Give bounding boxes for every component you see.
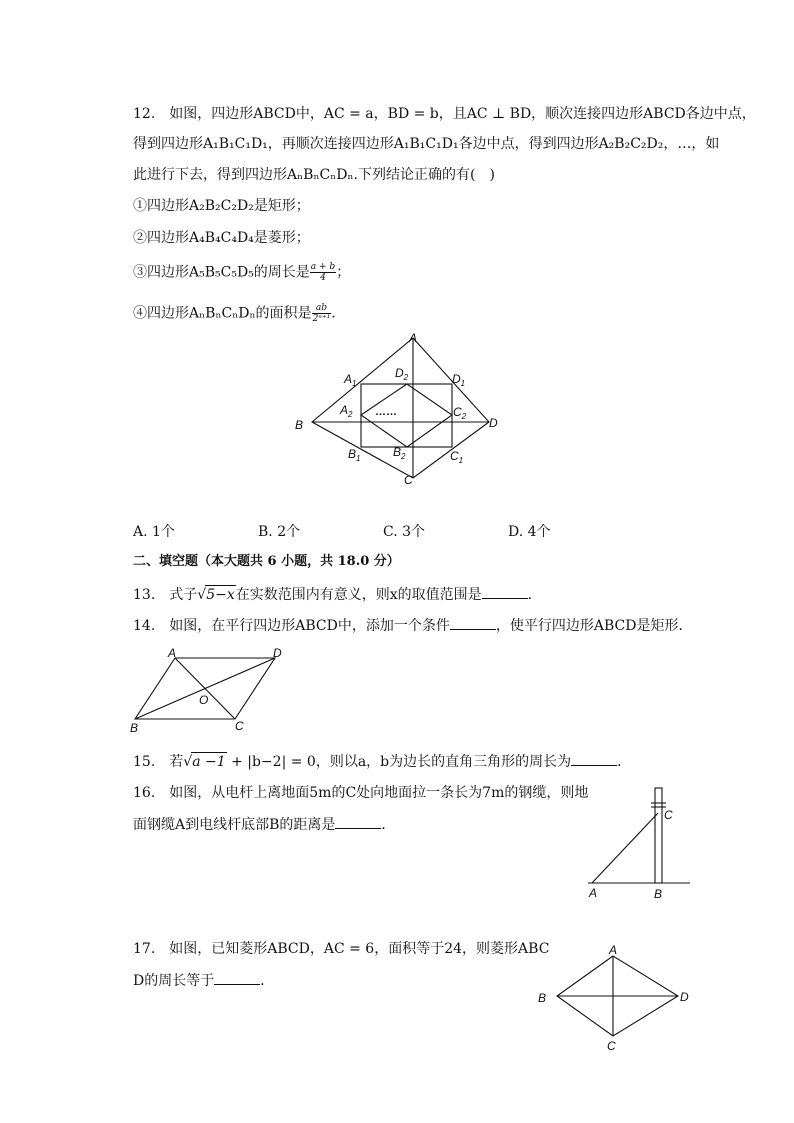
q12-statement-4: ④四边形AₙBₙCₙDₙ的面积是 $\frac{ab}{\text{2ⁿ⁺¹}}$ . bbox=[133, 303, 336, 324]
answer-blank[interactable] bbox=[214, 972, 260, 985]
label-b: B bbox=[130, 721, 139, 735]
fraction: $\frac{a + b}{4}$ bbox=[310, 262, 336, 283]
label-b1: $B_1$ bbox=[348, 447, 361, 463]
sqrt-icon: √ bbox=[197, 587, 207, 603]
option-d: D. 4个 bbox=[508, 524, 551, 540]
q12-line2: 得到四边形A₁B₁C₁D₁，再顺次连接四边形A₁B₁C₁D₁各边中点，得到四边形A₂B₂C₂D₂，…，如 bbox=[133, 136, 720, 152]
option-c: C. 3个 bbox=[383, 524, 426, 540]
q12-figure bbox=[290, 328, 510, 490]
q12-statement-3: ③四边形A₅B₅C₅D₅的周长是 $\frac{a + b}{4}$ ； bbox=[133, 262, 351, 283]
q13: 13. 式子√5−x在实数范围内有意义，则x的取值范围是 ． bbox=[133, 587, 542, 603]
label-a: A bbox=[589, 886, 598, 900]
label-c: C bbox=[235, 719, 244, 733]
label-a2: $A_2$ bbox=[340, 403, 353, 419]
label-b2: $B_2$ bbox=[393, 445, 406, 461]
label-a: A bbox=[609, 943, 618, 957]
q16-figure bbox=[580, 785, 695, 905]
label-a: A bbox=[409, 331, 418, 345]
q17-line2: D的周长等于 ． bbox=[133, 973, 275, 989]
q16-line2: 面钢缆A到电线杆底部B的距离是 ． bbox=[133, 817, 396, 833]
sqrt-icon: √ bbox=[183, 754, 193, 770]
label-c: C bbox=[664, 808, 673, 822]
label-d2: $D_2$ bbox=[395, 366, 409, 382]
label-d: D bbox=[489, 416, 498, 430]
q12-statement-2: ②四边形A₄B₄C₄D₄是菱形； bbox=[133, 230, 310, 246]
fraction: $\frac{ab}{\text{2ⁿ⁺¹}}$ bbox=[312, 303, 331, 324]
answer-blank[interactable] bbox=[335, 816, 381, 829]
label-a: A bbox=[168, 646, 177, 660]
q12-statement-1: ①四边形A₂B₂C₂D₂是矩形； bbox=[133, 198, 310, 214]
option-a: A. 1个 bbox=[133, 524, 175, 540]
q16-line1: 16. 如图，从电杆上离地面5m的C处向地面拉一条长为7m的钢缆，则地 bbox=[133, 785, 589, 801]
label-o: O bbox=[199, 693, 209, 707]
diagonal-bd bbox=[135, 658, 275, 719]
steel-cable bbox=[592, 813, 658, 883]
label-c: C bbox=[404, 473, 413, 487]
label-b: B bbox=[295, 418, 304, 432]
label-d: D bbox=[273, 646, 282, 660]
q14-figure bbox=[125, 645, 290, 735]
answer-blank[interactable] bbox=[450, 617, 496, 630]
q12-line1: 12. 如图，四边形ABCD中，AC = a，BD = b，且AC ⊥ BD，顺次连接四边形ABCD各边中点， bbox=[133, 106, 756, 122]
label-b: B bbox=[654, 887, 663, 901]
q15: 15. 若√a −1 + |b−2| = 0，则以a，b为边长的直角三角形的周长为 ． bbox=[133, 754, 632, 770]
pole bbox=[655, 788, 662, 883]
label-d1: $D_1$ bbox=[452, 372, 466, 388]
q17-line1: 17. 如图，已知菱形ABCD，AC = 6，面积等于24，则菱形ABC bbox=[133, 941, 550, 957]
q12-line3: 此进行下去，得到四边形AₙBₙCₙDₙ.下列结论正确的有( ) bbox=[133, 167, 495, 183]
section-header: 二、填空题（本大题共 6 小题，共 18.0 分） bbox=[133, 554, 400, 569]
label-c1: $C_1$ bbox=[450, 449, 464, 465]
label-d: D bbox=[680, 990, 689, 1004]
option-b: B. 2个 bbox=[258, 524, 301, 540]
answer-blank[interactable] bbox=[571, 753, 617, 766]
label-c: C bbox=[607, 1039, 616, 1053]
label-a1: $A_1$ bbox=[344, 372, 357, 388]
q17-figure bbox=[533, 940, 698, 1055]
ellipsis-dots: …… bbox=[375, 406, 397, 418]
answer-blank[interactable] bbox=[482, 586, 528, 599]
label-b: B bbox=[538, 991, 547, 1005]
label-c2: $C_2$ bbox=[453, 405, 467, 421]
q14: 14. 如图，在平行四边形ABCD中，添加一个条件 ，使平行四边形ABCD是矩形． bbox=[133, 618, 693, 634]
